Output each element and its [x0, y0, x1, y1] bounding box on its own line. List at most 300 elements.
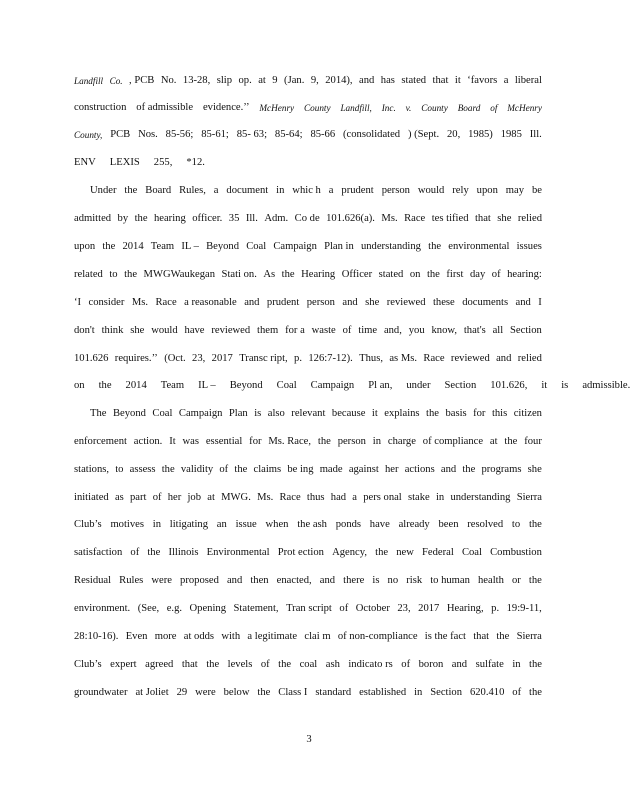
word: it — [371, 408, 378, 419]
word: Board — [145, 185, 172, 196]
word: PCB — [110, 129, 131, 140]
word: indicato rs — [348, 659, 393, 670]
word: 85-61; — [201, 129, 229, 140]
word: evidence.’’ — [202, 102, 250, 113]
word: is — [254, 408, 262, 419]
word: were — [195, 687, 216, 698]
word: on — [409, 269, 421, 280]
word: an — [216, 519, 227, 530]
word: construction — [74, 102, 127, 113]
word: Nos. — [138, 129, 158, 140]
word: the — [98, 380, 112, 391]
word: essential — [205, 436, 243, 447]
word: 85-56; — [165, 129, 194, 140]
word: then — [250, 575, 269, 586]
word: was — [182, 436, 199, 447]
word: of — [490, 103, 498, 113]
word: Ill. — [529, 129, 542, 140]
word: Race — [404, 213, 426, 224]
word: 13-28, — [182, 75, 211, 86]
word: Club’s — [74, 659, 102, 670]
word: October — [355, 603, 390, 614]
word: and — [496, 353, 512, 364]
word: the — [496, 631, 510, 642]
word: the — [428, 241, 442, 252]
word: a legitimate — [247, 631, 298, 642]
text-line — [74, 296, 542, 310]
word: issues — [516, 241, 542, 252]
word: these — [432, 297, 455, 308]
word: explains — [384, 408, 420, 419]
word: IL – — [198, 380, 216, 391]
word: in — [435, 492, 445, 503]
word: 19:9-11, — [506, 603, 542, 614]
word: in — [512, 659, 521, 670]
word: related — [74, 269, 103, 280]
word: all — [492, 325, 504, 336]
word: relied — [517, 213, 542, 224]
word: standard — [315, 687, 352, 698]
word: a reasonable — [184, 297, 237, 308]
word: four — [524, 436, 542, 447]
word: p. — [294, 353, 302, 364]
word: Plan in — [324, 241, 354, 252]
word: that — [181, 659, 198, 670]
word: would — [151, 325, 178, 336]
word: at Joliet — [135, 687, 169, 698]
word: for a — [285, 325, 305, 336]
word: initiated — [74, 492, 109, 503]
word: may — [505, 185, 525, 196]
word: it — [541, 380, 548, 391]
word: p. — [491, 603, 500, 614]
word: Ill. — [245, 213, 258, 224]
word: Stati on. — [221, 269, 257, 280]
word: Section — [430, 687, 463, 698]
word: 29 — [176, 687, 188, 698]
word: reviewed — [450, 353, 490, 364]
word: the — [426, 408, 439, 419]
word: Plan — [228, 408, 248, 419]
word: she — [365, 297, 380, 308]
word: ‘I — [74, 297, 82, 308]
word: Combustion — [490, 547, 542, 558]
word: know, — [431, 325, 457, 336]
word: of admissible — [136, 102, 194, 113]
word: person — [337, 436, 366, 447]
word: 2017 — [418, 603, 440, 614]
word: of — [130, 547, 140, 558]
word: whic h — [292, 185, 321, 196]
word: made — [319, 464, 343, 475]
word: County — [421, 103, 448, 113]
word: is — [561, 380, 569, 391]
word: It — [169, 436, 176, 447]
word: and — [440, 464, 457, 475]
word: be — [531, 185, 542, 196]
word: in — [152, 519, 161, 530]
text-line — [74, 352, 542, 366]
word: officer. — [192, 213, 223, 224]
word: the — [161, 464, 175, 475]
word: coal — [299, 659, 318, 670]
word: or — [511, 575, 521, 586]
word: proposed — [180, 575, 219, 586]
word: 1985 — [500, 129, 522, 140]
word: as Ms. — [389, 353, 418, 364]
word: Ms. Race, — [268, 436, 312, 447]
word: 1985) — [468, 129, 493, 140]
word: action. — [133, 436, 163, 447]
word: Rules — [119, 575, 144, 586]
word: op. — [238, 75, 252, 86]
word: and — [319, 575, 336, 586]
word: 255, — [153, 157, 173, 168]
word: MWGWaukegan — [143, 269, 216, 280]
word: ENV — [74, 157, 96, 168]
text-line — [74, 491, 542, 505]
word: motives — [110, 519, 144, 530]
text-line — [74, 546, 542, 560]
word: the — [528, 575, 542, 586]
word: were — [151, 575, 172, 586]
word: it — [454, 75, 461, 86]
word: the — [529, 687, 542, 698]
text-line — [74, 240, 542, 254]
word: upon — [476, 185, 498, 196]
word: the — [528, 519, 542, 530]
word: the — [234, 464, 248, 475]
word: requires.’’ — [114, 353, 158, 364]
text-line — [90, 407, 542, 421]
word: a — [213, 185, 219, 196]
word: programs — [481, 464, 522, 475]
word: Club’s — [74, 519, 102, 530]
word: of — [342, 325, 352, 336]
word: Team — [160, 380, 185, 391]
word: prudent — [266, 297, 300, 308]
word: risk — [406, 575, 423, 586]
word: that's — [463, 325, 486, 336]
word: County — [304, 103, 331, 113]
word: the — [102, 241, 116, 252]
word: 101.626 — [74, 353, 109, 364]
word: Ms. — [131, 297, 149, 308]
word: at — [258, 75, 266, 86]
text-line — [74, 212, 542, 226]
text-line — [74, 435, 542, 449]
word: Sierra — [516, 492, 542, 503]
word: Race — [155, 297, 177, 308]
word: Beyond — [112, 408, 146, 419]
word: liberal — [514, 75, 542, 86]
word: there — [343, 575, 365, 586]
word: and, — [383, 325, 402, 336]
word: Federal — [422, 547, 454, 558]
word: the ash — [297, 519, 327, 530]
word: she — [527, 464, 542, 475]
word: that — [474, 213, 491, 224]
word: Race — [279, 492, 301, 503]
word: Statement, — [233, 603, 279, 614]
word: 2014 — [125, 380, 147, 391]
word: thus — [306, 492, 325, 503]
word: Adm. — [264, 213, 289, 224]
word: County, — [74, 130, 103, 140]
word: Agency, — [332, 547, 367, 558]
word: Sierra — [516, 631, 542, 642]
word: stations, — [74, 464, 110, 475]
word: LEXIS — [109, 157, 140, 168]
word: that — [473, 631, 490, 642]
word: she — [497, 213, 512, 224]
word: of — [219, 464, 229, 475]
text-line — [74, 658, 542, 672]
word: established — [359, 687, 407, 698]
word: enforcement — [74, 436, 127, 447]
word: this — [491, 408, 508, 419]
word: Even — [125, 631, 148, 642]
word: Environmental — [206, 547, 270, 558]
word: hearing: — [507, 269, 542, 280]
text-line — [74, 602, 542, 616]
word: the — [278, 659, 292, 670]
word: 620.410 — [469, 687, 505, 698]
word: 9 — [272, 75, 278, 86]
word: and — [226, 575, 243, 586]
word: assess — [129, 464, 156, 475]
word: citizen — [513, 408, 542, 419]
word: time — [358, 325, 378, 336]
word: stated — [401, 75, 427, 86]
word: environmental — [448, 241, 510, 252]
word: to human — [430, 575, 470, 586]
word: ash — [325, 659, 340, 670]
text-line — [74, 686, 542, 700]
word: the — [281, 269, 295, 280]
word: health — [478, 575, 504, 586]
word: 20, — [447, 129, 461, 140]
word: on — [74, 380, 85, 391]
word: I — [538, 297, 542, 308]
text-line — [74, 156, 542, 170]
word: No. — [160, 75, 177, 86]
text-line — [74, 324, 542, 338]
word: 2017 — [211, 353, 233, 364]
word: 2014 — [122, 241, 144, 252]
word: Ms. — [257, 492, 274, 503]
word: in — [414, 687, 423, 698]
word: hearing — [153, 213, 186, 224]
word: reviewed — [386, 297, 426, 308]
word: Under — [90, 185, 117, 196]
word: (See, — [137, 603, 160, 614]
word: Beyond — [206, 241, 240, 252]
word: understanding — [450, 492, 511, 503]
text-line — [74, 379, 630, 393]
word: relied — [517, 353, 542, 364]
word: Illinois — [168, 547, 199, 558]
word: because — [331, 408, 366, 419]
word: the — [504, 436, 518, 447]
word: v. — [405, 103, 412, 113]
word: Coal — [152, 408, 173, 419]
word: Coal — [276, 380, 297, 391]
word: agreed — [145, 659, 174, 670]
text-line — [74, 630, 542, 644]
word: Officer — [341, 269, 373, 280]
word: Inc. — [381, 103, 396, 113]
word: Hearing, — [446, 603, 484, 614]
word: expert — [110, 659, 137, 670]
word: have — [184, 325, 205, 336]
word: no — [387, 575, 399, 586]
word: 9, — [310, 75, 319, 86]
word: already — [398, 519, 430, 530]
word: of — [491, 269, 501, 280]
word: Ms. — [381, 213, 398, 224]
word: for — [249, 436, 262, 447]
word: is — [372, 575, 380, 586]
word: in — [276, 185, 285, 196]
word: Board — [457, 103, 481, 113]
word: under — [406, 380, 431, 391]
word: you — [408, 325, 425, 336]
word: day — [469, 269, 486, 280]
word: e.g. — [166, 603, 183, 614]
word: 101.626(a). — [326, 213, 375, 224]
word: ‘favors — [467, 75, 498, 86]
word: the — [462, 464, 476, 475]
word: 101.626, — [490, 380, 528, 391]
word: 23, — [192, 353, 206, 364]
word: her — [167, 492, 182, 503]
word: against — [348, 464, 379, 475]
word: at — [207, 492, 215, 503]
word: *12. — [186, 157, 205, 168]
word: Thus, — [359, 353, 383, 364]
text-line — [74, 518, 542, 532]
word: at — [489, 436, 498, 447]
word: relevant — [291, 408, 326, 419]
word: , PCB — [129, 75, 155, 86]
word: she — [130, 325, 145, 336]
word: the — [134, 213, 148, 224]
text-line — [74, 74, 542, 88]
word: (Oct. — [164, 353, 186, 364]
word: a — [503, 75, 509, 86]
word: have — [369, 519, 390, 530]
word: ) (Sept. — [407, 129, 440, 140]
word: Opening — [189, 603, 227, 614]
word: admissible. — [582, 380, 630, 391]
word: to — [115, 464, 124, 475]
word: has — [380, 75, 395, 86]
text-line — [74, 101, 542, 115]
word: person — [306, 297, 335, 308]
word: boron — [418, 659, 444, 670]
word: Coal — [461, 547, 482, 558]
word: stated — [378, 269, 404, 280]
word: person — [381, 185, 410, 196]
word: a — [352, 492, 357, 503]
word: Section — [510, 325, 542, 336]
word: first — [446, 269, 464, 280]
word: below — [223, 687, 250, 698]
word: her — [385, 464, 399, 475]
word: documents — [462, 297, 509, 308]
text-line — [74, 268, 542, 282]
word: Rules, — [179, 185, 206, 196]
word: and — [515, 297, 531, 308]
word: a — [328, 185, 334, 196]
word: been — [438, 519, 459, 530]
word: the — [147, 547, 161, 558]
word: 85-64; — [274, 129, 303, 140]
word: sulfate — [475, 659, 504, 670]
word: also — [267, 408, 285, 419]
word: groundwater — [74, 687, 128, 698]
word: Co. — [109, 76, 123, 86]
word: Coal — [246, 241, 267, 252]
word: of compliance — [422, 436, 484, 447]
word: Campaign — [178, 408, 223, 419]
word: as — [114, 492, 124, 503]
word: be ing — [287, 464, 314, 475]
word: to — [511, 519, 521, 530]
word: Co de — [294, 213, 320, 224]
word: actions — [404, 464, 435, 475]
word: of non-compliance — [337, 631, 418, 642]
word: 2014), — [325, 75, 353, 86]
word: the — [206, 659, 220, 670]
word: new — [396, 547, 414, 558]
word: and — [244, 297, 260, 308]
text-line — [90, 184, 542, 198]
word: McHenry — [507, 103, 542, 113]
word: part — [129, 492, 147, 503]
word: ponds — [335, 519, 362, 530]
word: by — [117, 213, 129, 224]
word: Transc ript, — [239, 353, 288, 364]
word: and — [451, 659, 468, 670]
word: think — [101, 325, 124, 336]
word: issue — [235, 519, 257, 530]
word: more — [154, 631, 177, 642]
word: rely — [452, 185, 469, 196]
word: the — [426, 269, 440, 280]
word: slip — [216, 75, 233, 86]
word: Prot ection — [277, 547, 324, 558]
word: don't — [74, 325, 95, 336]
word: The — [90, 408, 107, 419]
word: 126:7-12). — [308, 353, 353, 364]
word: environment. — [74, 603, 131, 614]
text-line — [74, 574, 542, 588]
word: the — [124, 269, 138, 280]
word: of — [339, 603, 349, 614]
word: reviewed — [211, 325, 251, 336]
word: upon — [74, 241, 96, 252]
word: Section — [444, 380, 477, 391]
word: the — [375, 547, 389, 558]
word: Residual — [74, 575, 112, 586]
word: As — [263, 269, 276, 280]
word: the — [257, 687, 271, 698]
word: (Jan. — [284, 75, 305, 86]
word: of — [401, 659, 411, 670]
word: charge — [387, 436, 416, 447]
